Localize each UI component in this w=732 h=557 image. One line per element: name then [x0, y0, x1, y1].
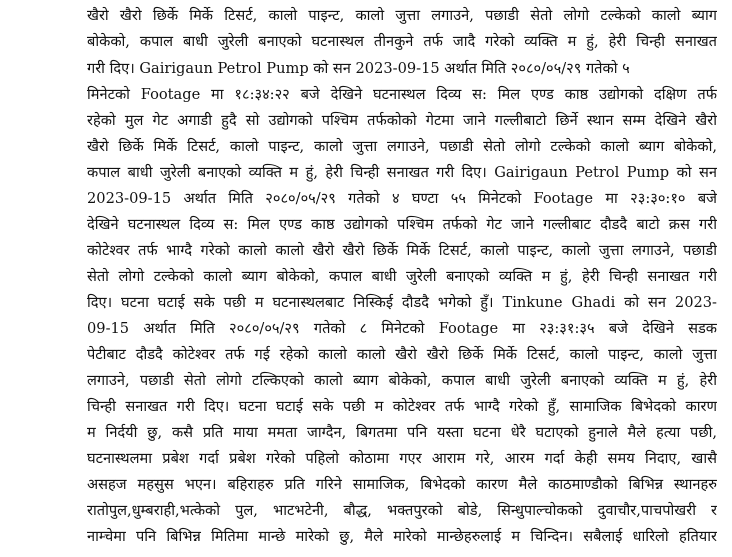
- text-line: कपाल बाधी जुरेली बनाएको व्यक्ति म हुं, हेरी चिन्ही सनाखत गरी दिए। Gairigaun Petrol Pump को सन: [87, 164, 717, 181]
- text-line: सेतो लोगो टल्केको कालो ब्याग बोकेको, कपाल बाधी जुरेली बनाएको व्यक्ति म हुं, हेरी चिन्ही सनाखत गरी: [87, 268, 717, 285]
- text-line: नाम्चेमा पनि बिभिन्न मितिमा मान्छे मारेको छु, मैले मारेको मान्छेहरुलाई म चिन्दिन। सबैलाई धारिलो हतियार: [87, 528, 717, 545]
- text-line: लगाउने, पछाडी सेतो लोगो टल्किएको कालो ब्याग बोकेको, कपाल बाधी जुरेली बनाएको व्यक्ति म हुं, हेरी: [87, 372, 717, 389]
- text-line: बोकेको, कपाल बाधी जुरेली बनाएको घटनास्थल तीनकुने तर्फ जादै गरेको व्यक्ति म हुं, हेरी चिन्ही सनाखत: [87, 33, 717, 50]
- text-line: दिए। घटना घटाई सके पछी म घटनास्थलबाट निस्किई दौडदै भगेको हुँ। Tinkune Ghadi को सन 2023-: [87, 294, 717, 311]
- text-line: पेटीबाट दौडदै कोटेश्वर तर्फ गई रहेको कालो कालो खैरो खैरो छिर्के मिर्के टिसर्ट, कालो पाइन्ट, कालो जुत्ता: [87, 346, 717, 363]
- text-line: खैरो छिर्के मिर्के टिसर्ट, कालो पाइन्ट, कालो जुत्ता लगाउने, पछाडी सेतो लोगो टल्केको कालो ब्याग बोकेको,: [87, 138, 717, 155]
- text-line: असहज महसुस भएन। बहिराहरु प्रति गरिने सामाजिक, बिभेदको कारण मैले काठमाण्डौको बिभिन्न स्थानहरु: [87, 476, 717, 493]
- text-line: रहेको मुल गेट अगाडी हुदै सो उद्योगको पश्चिम तर्फकोको गेटमा जाने गल्लीबाटो छिर्ने स्थान सम्म देखिने खैरो: [87, 112, 717, 129]
- text-line: म निर्दयी छु, कसै प्रति माया ममता जाग्दैन, बिगतमा पनि यस्ता घटना धेरै घटाएको हुनाले मैले हत्या पछी,: [87, 424, 717, 441]
- text-line: मिनेटको Footage मा १८:३४:२२ बजे देखिने घटनास्थल दिव्य स: मिल एण्ड काष्ठ उद्योगको दक्षिण तर्फ: [87, 86, 717, 103]
- text-line: 09-15 अर्थात मिति २०८०/०५/२९ गतेको ८ मिनेटको Footage मा २३:३१:३५ बजे देखिने सडक: [87, 320, 717, 337]
- text-line: खैरो खैरो छिर्के मिर्के टिसर्ट, कालो पाइन्ट, कालो जुत्ता लगाउने, पछाडी सेतो लोगो टल्केको कालो ब्याग: [87, 7, 717, 24]
- text-line: देखिने घटनास्थल दिव्य स: मिल एण्ड काष्ठ उद्योगको पश्चिम तर्फको गेट जाने गल्लीबाट दौडदै बाटो क्रस गरी: [87, 216, 717, 233]
- text-line: कोटेश्वर तर्फ भाग्दै गरेको कालो कालो खैरो खैरो छिर्के मिर्के टिसर्ट, कालो पाइन्ट, कालो जुत्ता लगाउने, पछाडी: [87, 242, 717, 259]
- text-line: 2023-09-15 अर्थात मिति २०८०/०५/२९ गतेको ४ घण्टा ५५ मिनेटको Footage मा २३:३०:१० बजे: [87, 190, 717, 207]
- text-line: रातोपुल,धुम्बराही,भत्केको पुल, भाटभटेनी, बौद्ध, भक्तपुरको बोडे, सिन्धुपाल्चोकको दुवाचौर,पाचपोखरी र: [87, 502, 717, 519]
- text-line: गरी दिए। Gairigaun Petrol Pump को सन 2023-09-15 अर्थात मिति २०८०/०५/२९ गतेको ५: [87, 60, 630, 77]
- text-line: चिन्ही सनाखत गरी दिए। घटना घटाई सके पछी म कोटेश्वर तर्फ भाग्दै गरेको हुँ, सामाजिक बिभेदको कारण: [87, 398, 717, 415]
- text-line: घटनास्थलमा प्रबेश गर्दा प्रबेश गरेको पहिलो कोठामा गएर आराम गरे, आरम गर्दा केही समय निदाए, खासै: [87, 450, 717, 467]
